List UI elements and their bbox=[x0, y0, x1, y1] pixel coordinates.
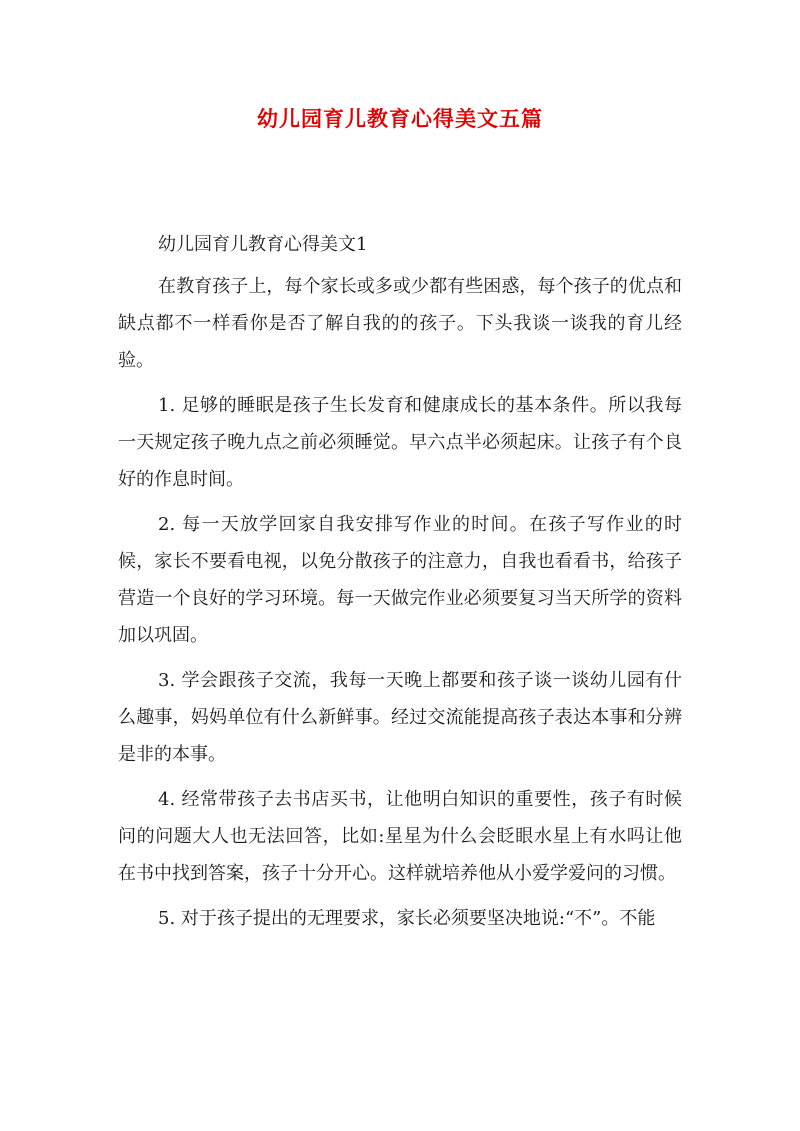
paragraph-item-3: 3. 学会跟孩子交流，我每一天晚上都要和孩子谈一谈幼儿园有什么趣事，妈妈单位有什么新鲜事。经过交流能提高孩子表达本事和分辨是非的本事。 bbox=[118, 670, 682, 765]
paragraph-item-1: 1. 足够的睡眠是孩子生长发育和健康成长的基本条件。所以我每一天规定孩子晚九点之前必须睡觉。早六点半必须起床。让孩子有个良好的作息时间。 bbox=[118, 395, 682, 490]
paragraph-item-5: 5. 对于孩子提出的无理要求，家长必须要坚决地说:“不”。不能 bbox=[158, 908, 656, 929]
paragraph-intro: 在教育孩子上，每个家长或多或少都有些困惑，每个孩子的优点和缺点都不一样看你是否了解自我的的孩子。下头我谈一谈我的育儿经验。 bbox=[118, 276, 682, 371]
section-title: 幼儿园育儿教育心得美文1 bbox=[158, 234, 368, 255]
document-body bbox=[118, 230, 682, 937]
paragraph-item-2: 2. 每一天放学回家自我安排写作业的时间。在孩子写作业的时候，家长不要看电视，以免分散孩子的注意力，自我也看看书，给孩子营造一个良好的学习环境。每一天做完作业必须要复习当天所学的资料加以巩固。 bbox=[118, 514, 682, 646]
document-title: 幼儿园育儿教育心得美文五篇 bbox=[257, 106, 543, 131]
paragraph-item-4: 4. 经常带孩子去书店买书，让他明白知识的重要性，孩子有时候问的问题大人也无法回答，比如:星星为什么会眨眼水星上有水吗让他在书中找到答案，孩子十分开心。这样就培养他从小爱学爱问的习惯。 bbox=[118, 789, 682, 884]
